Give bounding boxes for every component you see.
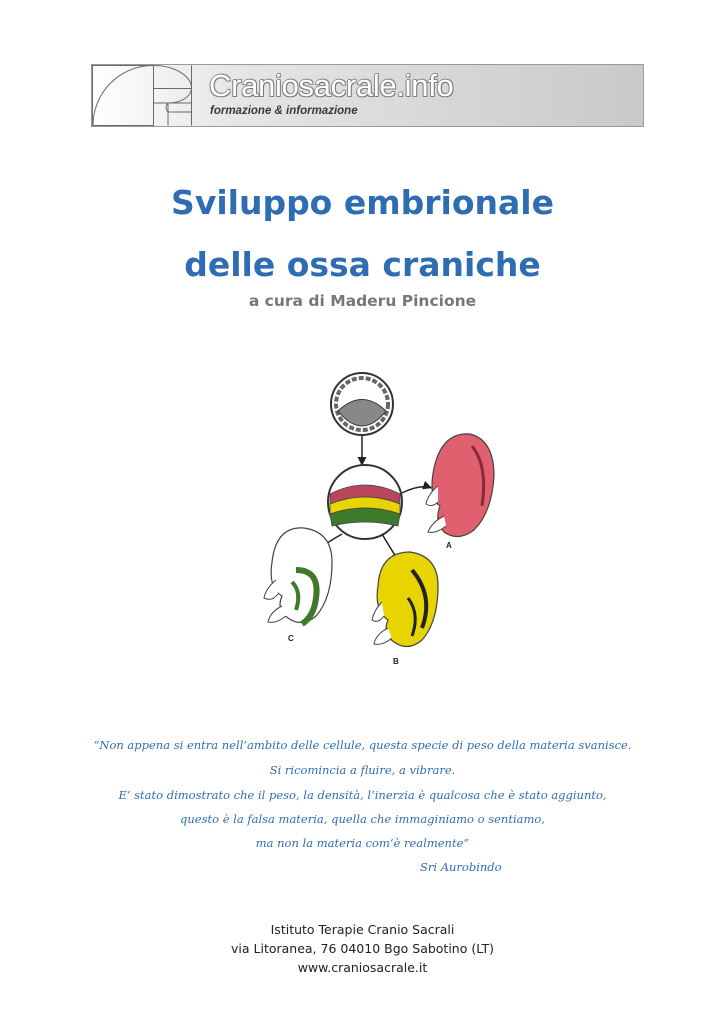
author-credit: a cura di Maderu Pincione xyxy=(248,292,477,310)
footer-website-link[interactable]: www.craniosacrale.it xyxy=(297,960,428,975)
footer-address: via Litoranea, 76 04010 Bgo Sabotino (LT) xyxy=(231,941,494,956)
header-banner xyxy=(91,64,644,127)
footer-institute: Istituto Terapie Cranio Sacrali xyxy=(270,922,455,937)
embryo-development-illustration xyxy=(262,366,502,674)
quote-line: ma non la materia com’è realmente” xyxy=(255,836,470,850)
embryo-b xyxy=(372,552,438,647)
brand-name: Craniosacrale.info xyxy=(209,68,454,103)
quote-author: Sri Aurobindo xyxy=(420,860,502,874)
quote-line: questo è la falsa materia, quella che immaginiamo o sentiamo, xyxy=(180,812,545,826)
quote-line: Si ricomincia a fluire, a vibrare. xyxy=(269,763,456,777)
quote-line: E’ stato dimostrato che il peso, la densità, l’inerzia è qualcosa che è stato aggiunto, xyxy=(118,788,607,802)
blastocyst-diagram xyxy=(331,373,393,435)
page-title-line-2: delle ossa craniche xyxy=(184,245,541,284)
label-c: C xyxy=(288,634,294,643)
embryo-a xyxy=(426,434,494,537)
brand-tagline: formazione & informazione xyxy=(210,105,358,117)
germ-layers-disc xyxy=(328,465,402,539)
label-a: A xyxy=(446,541,452,550)
embryo-c xyxy=(264,528,332,624)
label-b: B xyxy=(393,657,399,666)
quote-line: “Non appena si entra nell’ambito delle cellule, questa specie di peso della materia svanisce. xyxy=(93,738,632,752)
page-title-line-1: Sviluppo embrionale xyxy=(171,183,554,222)
golden-spiral-logo-icon xyxy=(92,65,202,126)
